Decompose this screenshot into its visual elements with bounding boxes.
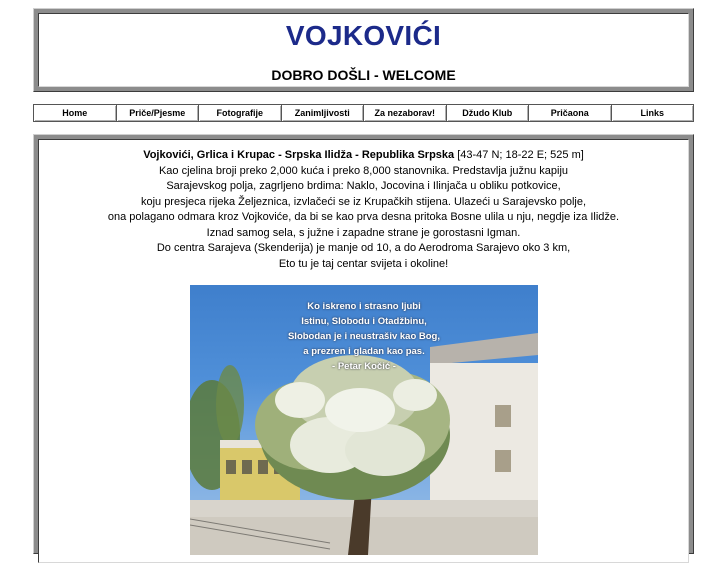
intro-line: Sarajevskog polja, zagrljeno brdima: Naklo, Jocovina i Ilinjača u obliku potkovice,: [166, 180, 561, 192]
intro-line: ona polagano odmara kroz Vojkoviće, da bi se kao prva desna pritoka Bosne ulila u nju, negdje iza Ilidže.: [107, 211, 620, 223]
header-panel: [38, 13, 689, 87]
photo-quote: [190, 299, 538, 374]
quote-line: Istinu, Slobodu i Otadžbinu,: [301, 316, 427, 327]
content-panel: [38, 139, 689, 563]
nav-zanimljivosti[interactable]: Zanimljivosti: [281, 104, 364, 122]
intro-heading: [39, 148, 688, 164]
intro-line: Eto tu je taj centar svijeta i okoline!: [278, 257, 449, 270]
quote-author: - Petar Kočić -: [332, 361, 396, 372]
welcome-subtitle: DOBRO DOŠLI - WELCOME: [271, 67, 456, 83]
intro-text: [39, 148, 688, 272]
nav-za-nezaborav[interactable]: Za nezaborav!: [363, 104, 446, 122]
quote-line: a prezren i gladan kao pas.: [303, 346, 425, 357]
intro-heading-bold: Vojkovići, Grlica i Krupac - Srpska Ilidža - Republika Srpska: [143, 149, 455, 161]
header-frame: [33, 8, 694, 92]
nav-price-pjesme[interactable]: Priče/Pjesme: [116, 104, 199, 122]
village-tree-photo: [190, 285, 538, 555]
intro-line: Kao cjelina broji preko 2,000 kuća i preko 8,000 stanovnika. Predstavlja južnu kapiju: [158, 164, 569, 177]
quote-line: Ko iskreno i strasno ljubi: [307, 301, 421, 312]
main-navigation: [33, 104, 694, 122]
nav-pricaona[interactable]: Pričaona: [528, 104, 611, 122]
site-title: VOJKOVIĆI: [285, 20, 442, 51]
nav-links[interactable]: Links: [611, 104, 695, 122]
quote-line: Slobodan je i neustrašiv kao Bog,: [287, 331, 441, 342]
intro-coordinates: [43-47 N; 18-22 E; 525 m]: [454, 149, 584, 161]
nav-dzudo-klub[interactable]: Džudo Klub: [446, 104, 529, 122]
nav-fotografije[interactable]: Fotografije: [198, 104, 281, 122]
intro-line: Do centra Sarajeva (Skenderija) je manje od 10, a do Aerodroma Sarajevo oko 3 km,: [156, 242, 571, 254]
intro-line: Iznad samog sela, s južne i zapadne strane je gorostasni Igman.: [206, 226, 521, 239]
nav-home[interactable]: Home: [33, 104, 116, 122]
content-frame: [33, 134, 694, 554]
intro-line: koju presjeca rijeka Željeznica, izvlačeći se iz Krupačkih stijena. Ulazeći u Sarajevsko polje,: [140, 195, 587, 208]
